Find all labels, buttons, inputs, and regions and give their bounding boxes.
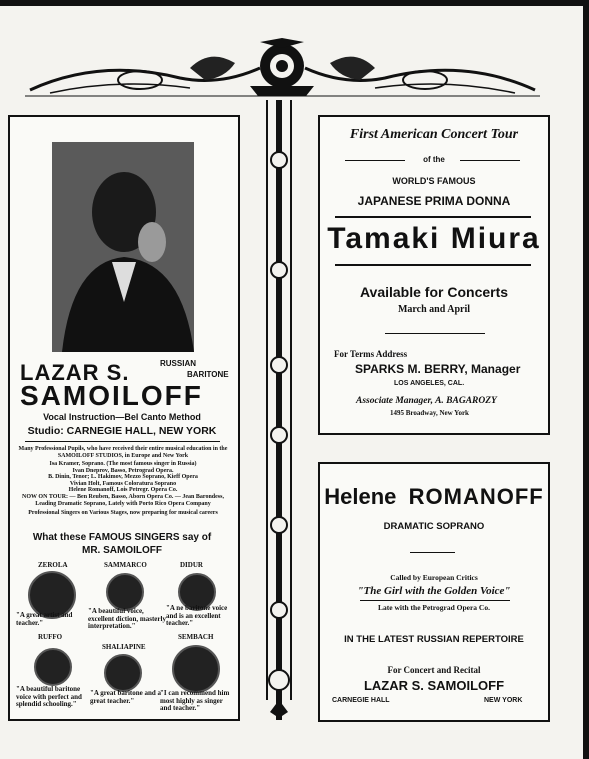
singer-quote: "I can recommend him most highly as singer and teacher." bbox=[160, 689, 230, 712]
name-line1: LAZAR S. bbox=[20, 360, 130, 385]
singer-quote: "A beautiful voice, excellent diction, masterly interpretation." bbox=[88, 607, 166, 630]
singer-name: RUFFO bbox=[38, 633, 63, 641]
tour-text: NOW ON TOUR: — Ben Reuben, Basso, Aborn Opera Co. — Jean Barondess, Leading Dramatic Soprano, Lately with Porto Rico Opera Company bbox=[22, 494, 224, 507]
pupil-line: Ivan Dneprov, Basso, Petrograd Opera. bbox=[72, 467, 174, 474]
famous-heading-1: What these FAMOUS SINGERS say of bbox=[32, 532, 212, 543]
pupils-list bbox=[14, 461, 232, 494]
miura-manager: SPARKS M. BERRY, Manager bbox=[355, 362, 521, 376]
romanoff-late: Late with the Petrograd Opera Co. bbox=[378, 603, 490, 612]
singer-name: ZEROLA bbox=[38, 561, 68, 569]
miura-line4: JAPANESE PRIMA DONNA bbox=[357, 194, 511, 208]
miura-months: March and April bbox=[397, 304, 471, 315]
pupils-intro: Many Professional Pupils, who have received their entire musical education in the SAMOILOFF STUDIOS, in Europe and New York bbox=[18, 446, 228, 459]
singer-quote: "A beautiful baritone voice with perfect and splendid schooling." bbox=[16, 685, 82, 708]
stages-text: Professional Singers on Various Stages, now preparing for musical careers bbox=[28, 510, 218, 516]
singer-quote: "A great artist and teacher." bbox=[16, 611, 73, 627]
subtitle: Vocal Instruction—Bel Canto Method bbox=[43, 412, 201, 422]
studio-address: Studio: CARNEGIE HALL, NEW YORK bbox=[27, 425, 217, 437]
miura-line1: First American Concert Tour bbox=[349, 127, 519, 142]
pupil-line: Isa Kramer, Soprano. (The most famous singer in Russia) bbox=[49, 461, 197, 467]
singer-name: SEMBACH bbox=[178, 633, 214, 641]
pupil-line: B. Dinin, Tenor; L. Hakimov, Mezzo Soprano, Kieff Opera bbox=[48, 474, 198, 480]
miura-city: LOS ANGELES, CAL. bbox=[394, 380, 465, 387]
portrait-photo bbox=[52, 142, 194, 352]
name-line2: SAMOILOFF bbox=[20, 380, 203, 411]
singer-medallion bbox=[172, 645, 220, 693]
miura-terms: For Terms Address bbox=[334, 349, 408, 359]
singer-name: SAMMARCO bbox=[104, 561, 147, 569]
miura-address: 1495 Broadway, New York bbox=[390, 409, 469, 417]
page-edge-right bbox=[583, 0, 589, 759]
singer-name: SHALIAPINE bbox=[102, 643, 146, 651]
romanoff-manager: LAZAR S. SAMOILOFF bbox=[363, 678, 505, 693]
ornamental-header bbox=[20, 38, 545, 100]
romanoff-concert: For Concert and Recital bbox=[387, 665, 481, 675]
romanoff-called: Called by European Critics bbox=[390, 573, 478, 582]
singer-quote: "A great baritone and a great teacher." bbox=[90, 689, 162, 705]
divider bbox=[410, 552, 455, 553]
romanoff-first-name: Helene bbox=[324, 484, 397, 509]
romanoff-repertoire: IN THE LATEST RUSSIAN REPERTOIRE bbox=[344, 634, 524, 645]
singer-medallion bbox=[34, 648, 72, 686]
pupil-line: Vivian Holt, Famous Coloratura Soprano bbox=[69, 480, 177, 487]
tag-baritone: BARITONE bbox=[187, 370, 229, 379]
page-edge-top bbox=[0, 0, 589, 6]
ornamental-column bbox=[262, 100, 296, 720]
romanoff-last-name: ROMANOFF bbox=[408, 484, 544, 509]
singer-medallion bbox=[106, 573, 144, 611]
miura-available: Available for Concerts bbox=[359, 284, 509, 300]
miura-line2: of the bbox=[423, 155, 445, 164]
divider bbox=[335, 216, 531, 218]
singer-quote: "A ne baritone voice and is an excellent teacher." bbox=[166, 604, 228, 627]
divider bbox=[335, 264, 531, 266]
romanoff-epithet: "The Girl with the Golden Voice" bbox=[357, 585, 511, 597]
tag-russian: RUSSIAN bbox=[160, 359, 197, 368]
divider bbox=[385, 333, 485, 334]
miura-name: Tamaki Miura bbox=[327, 222, 541, 255]
divider bbox=[360, 600, 510, 601]
pupil-line: Helene Romanoff, Lois Petregr. Opera Co. bbox=[68, 487, 178, 493]
romanoff-city: NEW YORK bbox=[484, 697, 523, 704]
singer-medallion bbox=[104, 654, 142, 692]
miura-line3: WORLD'S FAMOUS bbox=[392, 176, 476, 186]
famous-heading-2: MR. SAMOILOFF bbox=[82, 545, 162, 556]
miura-associate: Associate Manager, A. BAGAROZY bbox=[356, 396, 497, 406]
divider bbox=[25, 441, 220, 442]
singer-name: DIDUR bbox=[180, 561, 203, 569]
romanoff-venue: CARNEGIE HALL bbox=[332, 697, 390, 704]
romanoff-role: DRAMATIC SOPRANO bbox=[383, 521, 485, 532]
romanoff-name bbox=[320, 484, 548, 510]
